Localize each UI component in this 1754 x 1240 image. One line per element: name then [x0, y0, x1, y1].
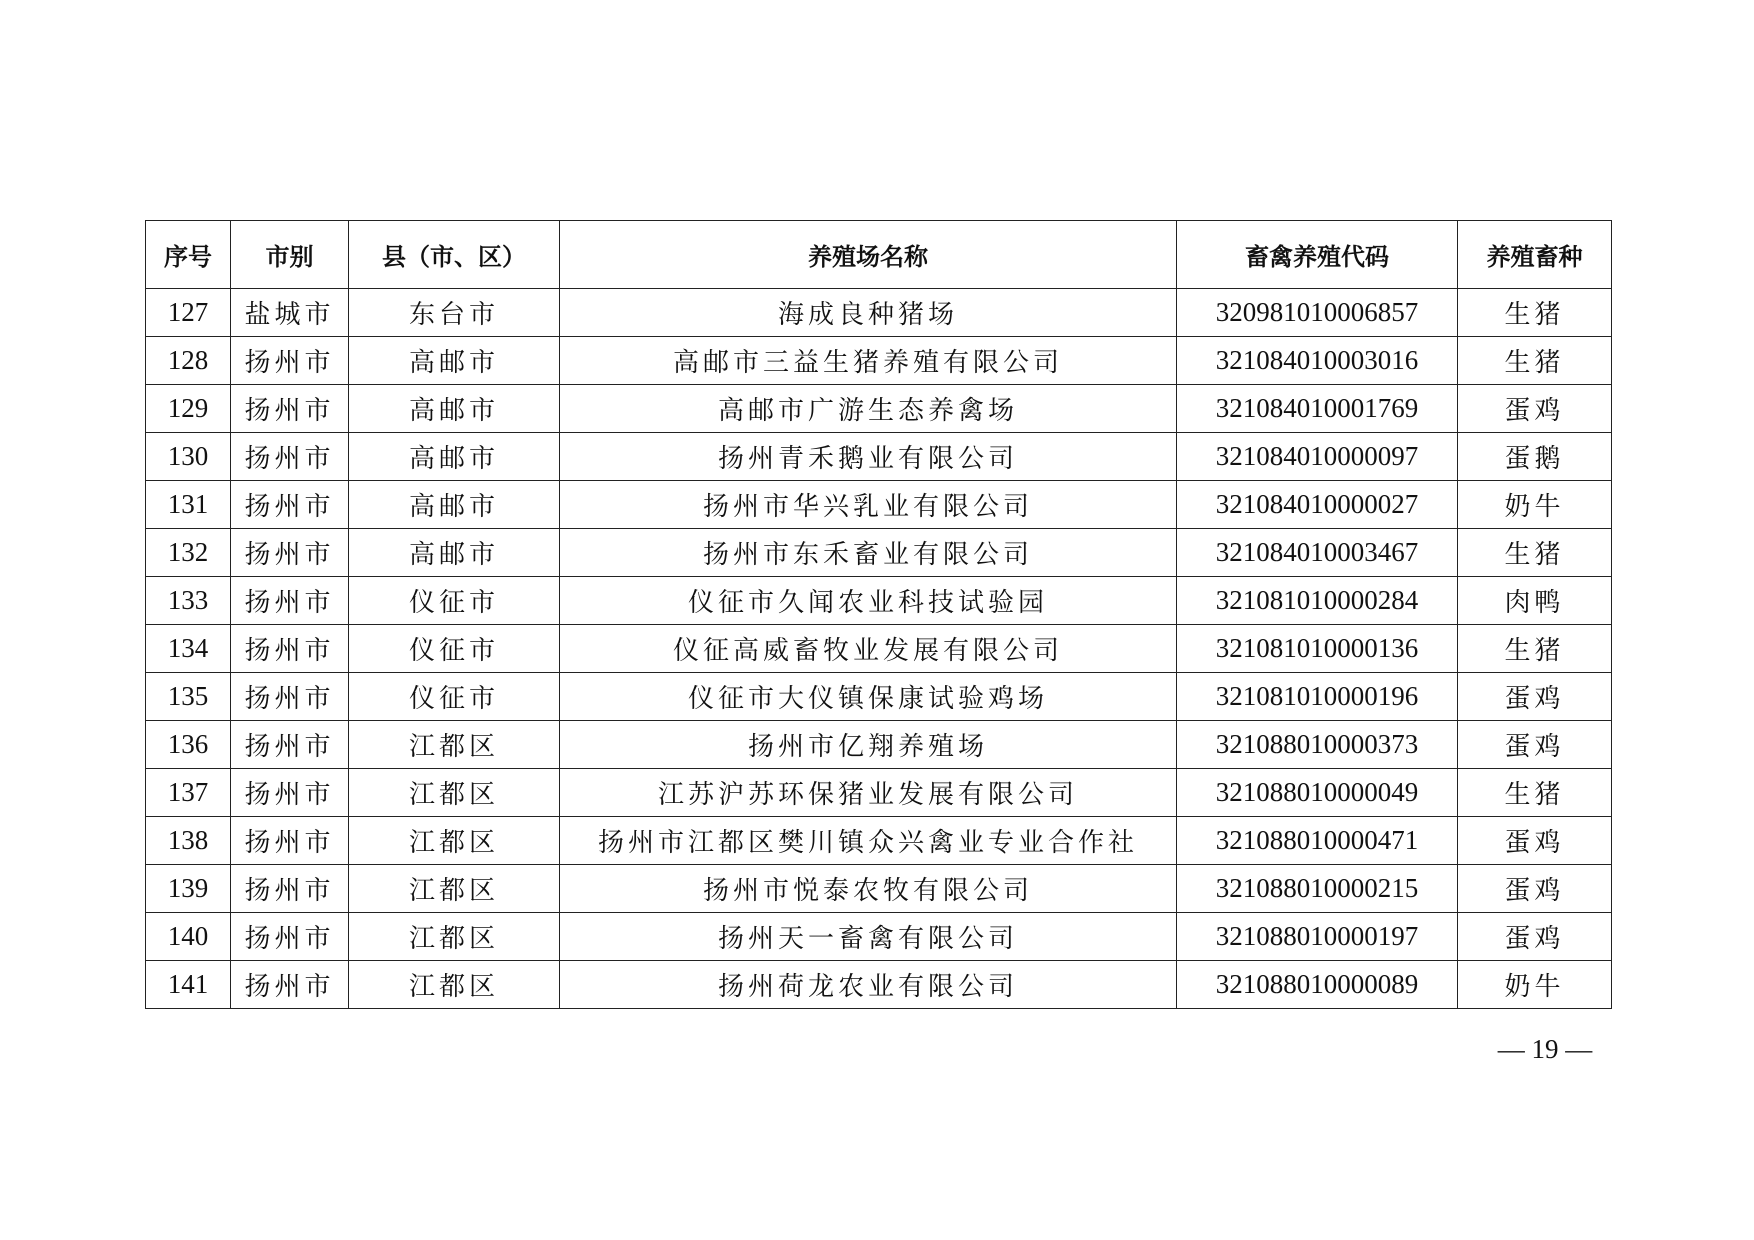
cell-index: 134	[146, 625, 231, 673]
cell-county: 仪征市	[349, 625, 560, 673]
cell-index: 139	[146, 865, 231, 913]
table-row	[146, 529, 1612, 577]
cell-farm-name: 扬州市亿翔养殖场	[560, 721, 1177, 769]
cell-index: 131	[146, 481, 231, 529]
cell-city: 扬州市	[231, 433, 349, 481]
cell-county: 高邮市	[349, 385, 560, 433]
cell-livestock-type: 生猪	[1458, 289, 1612, 337]
cell-index: 130	[146, 433, 231, 481]
cell-farm-name: 扬州市江都区樊川镇众兴禽业专业合作社	[560, 817, 1177, 865]
cell-farm-name: 扬州天一畜禽有限公司	[560, 913, 1177, 961]
cell-farm-code: 321081010000284	[1177, 577, 1458, 625]
cell-index: 140	[146, 913, 231, 961]
table-row	[146, 817, 1612, 865]
cell-farm-code: 321084010000097	[1177, 433, 1458, 481]
cell-county: 东台市	[349, 289, 560, 337]
cell-county: 仪征市	[349, 577, 560, 625]
cell-farm-name: 仪征市大仪镇保康试验鸡场	[560, 673, 1177, 721]
cell-farm-name: 高邮市三益生猪养殖有限公司	[560, 337, 1177, 385]
cell-livestock-type: 生猪	[1458, 529, 1612, 577]
cell-farm-code: 321088010000471	[1177, 817, 1458, 865]
cell-index: 132	[146, 529, 231, 577]
cell-livestock-type: 生猪	[1458, 625, 1612, 673]
cell-city: 扬州市	[231, 577, 349, 625]
cell-livestock-type: 蛋鸡	[1458, 673, 1612, 721]
cell-index: 127	[146, 289, 231, 337]
table-row	[146, 961, 1612, 1009]
cell-city: 扬州市	[231, 769, 349, 817]
cell-farm-name: 扬州市悦泰农牧有限公司	[560, 865, 1177, 913]
col-header-index: 序号	[146, 221, 231, 289]
cell-farm-code: 320981010006857	[1177, 289, 1458, 337]
cell-farm-code: 321088010000373	[1177, 721, 1458, 769]
cell-farm-code: 321084010003016	[1177, 337, 1458, 385]
table-row	[146, 721, 1612, 769]
page-number: — 19 —	[1497, 1034, 1593, 1064]
cell-county: 高邮市	[349, 433, 560, 481]
cell-county: 江都区	[349, 721, 560, 769]
cell-index: 136	[146, 721, 231, 769]
cell-index: 138	[146, 817, 231, 865]
cell-livestock-type: 蛋鸡	[1458, 385, 1612, 433]
cell-index: 141	[146, 961, 231, 1009]
cell-city: 扬州市	[231, 529, 349, 577]
cell-livestock-type: 奶牛	[1458, 961, 1612, 1009]
table-row	[146, 385, 1612, 433]
cell-city: 扬州市	[231, 625, 349, 673]
cell-farm-name: 高邮市广游生态养禽场	[560, 385, 1177, 433]
cell-county: 江都区	[349, 817, 560, 865]
table-row	[146, 433, 1612, 481]
table-row	[146, 769, 1612, 817]
cell-farm-code: 321081010000136	[1177, 625, 1458, 673]
cell-livestock-type: 蛋鸡	[1458, 721, 1612, 769]
cell-farm-code: 321081010000196	[1177, 673, 1458, 721]
cell-farm-name: 扬州荷龙农业有限公司	[560, 961, 1177, 1009]
cell-county: 高邮市	[349, 337, 560, 385]
cell-city: 盐城市	[231, 289, 349, 337]
cell-city: 扬州市	[231, 385, 349, 433]
farm-registry-table	[145, 220, 1612, 1009]
table-row	[146, 625, 1612, 673]
cell-city: 扬州市	[231, 865, 349, 913]
cell-farm-name: 扬州市华兴乳业有限公司	[560, 481, 1177, 529]
cell-farm-code: 321084010003467	[1177, 529, 1458, 577]
cell-farm-name: 海成良种猪场	[560, 289, 1177, 337]
cell-index: 133	[146, 577, 231, 625]
cell-livestock-type: 蛋鸡	[1458, 865, 1612, 913]
col-header-farm-name: 养殖场名称	[560, 221, 1177, 289]
cell-livestock-type: 蛋鹅	[1458, 433, 1612, 481]
cell-livestock-type: 生猪	[1458, 769, 1612, 817]
cell-farm-code: 321084010001769	[1177, 385, 1458, 433]
cell-livestock-type: 蛋鸡	[1458, 817, 1612, 865]
table-row	[146, 865, 1612, 913]
cell-farm-code: 321088010000089	[1177, 961, 1458, 1009]
cell-county: 仪征市	[349, 673, 560, 721]
cell-index: 128	[146, 337, 231, 385]
table-row	[146, 577, 1612, 625]
cell-county: 江都区	[349, 769, 560, 817]
table-header-row	[146, 221, 1612, 289]
cell-farm-code: 321088010000049	[1177, 769, 1458, 817]
cell-county: 江都区	[349, 865, 560, 913]
cell-city: 扬州市	[231, 721, 349, 769]
table-row	[146, 337, 1612, 385]
cell-farm-name: 扬州市东禾畜业有限公司	[560, 529, 1177, 577]
table-row	[146, 289, 1612, 337]
cell-livestock-type: 蛋鸡	[1458, 913, 1612, 961]
cell-city: 扬州市	[231, 961, 349, 1009]
cell-county: 高邮市	[349, 529, 560, 577]
cell-county: 江都区	[349, 961, 560, 1009]
col-header-farm-code: 畜禽养殖代码	[1177, 221, 1458, 289]
col-header-livestock-type: 养殖畜种	[1458, 221, 1612, 289]
cell-livestock-type: 奶牛	[1458, 481, 1612, 529]
cell-farm-code: 321088010000197	[1177, 913, 1458, 961]
cell-farm-code: 321088010000215	[1177, 865, 1458, 913]
col-header-city: 市别	[231, 221, 349, 289]
cell-city: 扬州市	[231, 913, 349, 961]
cell-farm-code: 321084010000027	[1177, 481, 1458, 529]
cell-index: 129	[146, 385, 231, 433]
cell-county: 江都区	[349, 913, 560, 961]
cell-county: 高邮市	[349, 481, 560, 529]
cell-farm-name: 仪征高威畜牧业发展有限公司	[560, 625, 1177, 673]
cell-farm-name: 仪征市久闻农业科技试验园	[560, 577, 1177, 625]
cell-farm-name: 江苏沪苏环保猪业发展有限公司	[560, 769, 1177, 817]
table-row	[146, 673, 1612, 721]
cell-city: 扬州市	[231, 337, 349, 385]
cell-city: 扬州市	[231, 481, 349, 529]
cell-livestock-type: 肉鸭	[1458, 577, 1612, 625]
table-row	[146, 913, 1612, 961]
cell-index: 135	[146, 673, 231, 721]
col-header-county: 县（市、区）	[349, 221, 560, 289]
table-body	[146, 289, 1612, 1009]
table-row	[146, 481, 1612, 529]
cell-livestock-type: 生猪	[1458, 337, 1612, 385]
cell-city: 扬州市	[231, 817, 349, 865]
cell-city: 扬州市	[231, 673, 349, 721]
cell-farm-name: 扬州青禾鹅业有限公司	[560, 433, 1177, 481]
cell-index: 137	[146, 769, 231, 817]
